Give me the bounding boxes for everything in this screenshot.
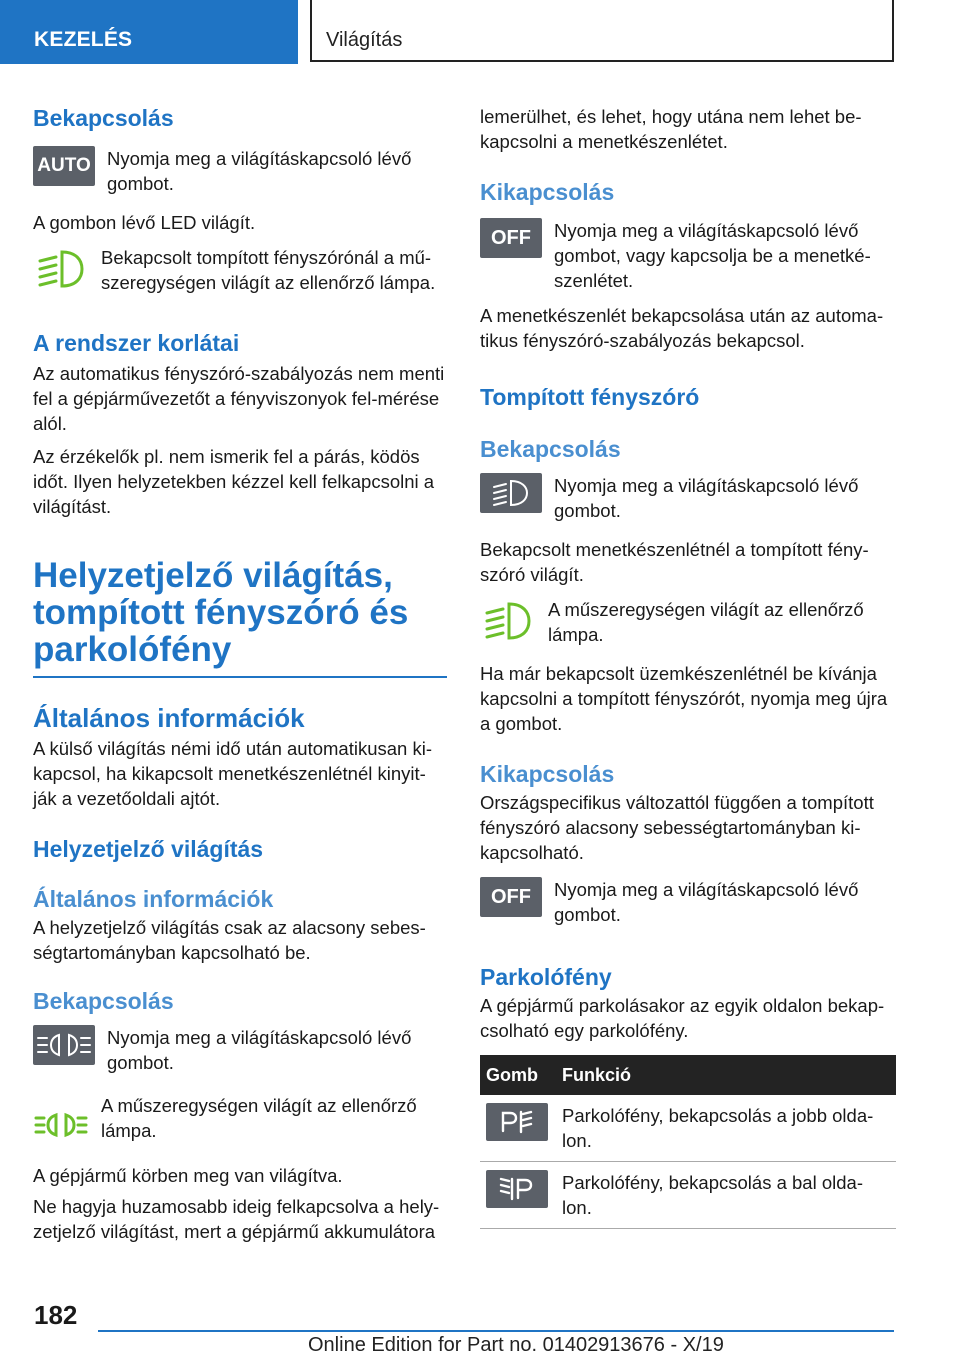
low-beam-lamp-icon-2: [480, 597, 536, 645]
subheading-tompitott-bekapcsolas: Bekapcsolás: [480, 436, 621, 462]
right-column: [480, 104, 896, 1229]
subheading-altalanos: Általános információk: [33, 886, 274, 912]
table-cell-key: [480, 1095, 556, 1162]
heading-tompitott: Tompított fényszóró: [480, 384, 700, 410]
table-cell-key: [480, 1162, 556, 1229]
heading-parkolofeny: Parkolófény: [480, 964, 612, 990]
left-column: [33, 104, 449, 1244]
table-row: [480, 1095, 896, 1162]
off-key-label-2: OFF: [491, 885, 531, 908]
subheading-bekapcsolas: Bekapcsolás: [33, 988, 174, 1014]
parking-light-table: [480, 1055, 896, 1229]
auto-key-label: AUTO: [37, 155, 91, 176]
low-beam-key-row: [480, 473, 896, 523]
heading-bekapcsolas: Bekapcsolás: [33, 105, 174, 131]
tompitott-p1: Bekapcsolt menetkészenlétnél a tompított fény-szóró világít.: [480, 539, 869, 585]
off-key-label: OFF: [491, 226, 531, 249]
lamp-text-3: A műszeregységen világít az ellenőrző lámpa.: [548, 599, 864, 645]
parking-left-key-icon: [486, 1170, 548, 1208]
heading-helyzetjelzo: Helyzetjelző világítás: [33, 836, 264, 862]
page-number: 182: [34, 1300, 78, 1330]
right-p0: lemerülhet, és lehet, hogy utána nem lehet be-kapcsolni a menetkészenlétet.: [480, 106, 862, 152]
low-beam-lamp-icon: [33, 245, 89, 293]
lamp-text-2: A műszeregységen világít az ellenőrző lámpa.: [101, 1095, 417, 1141]
section-tab: [310, 0, 894, 62]
table-header-row: [480, 1055, 896, 1095]
heading-korlatai: A rendszer korlátai: [33, 330, 240, 356]
table-cell-func: Parkolófény, bekapcsolás a jobb olda-lon.: [556, 1095, 896, 1162]
auto-key-icon: [33, 146, 95, 186]
parking-light-lamp-icon: [33, 1101, 89, 1149]
tompitott-p3: Országspecifikus változattól függően a tompított fényszóró alacsony sebességtartományban ki-kapcsolható.: [480, 792, 874, 863]
altalanos-p1: A külső világítás némi idő után automatikusan ki-kapcsol, ha kikapcsolt menetkészenlétnél kinyit-ják a vezetőoldali ajtót.: [33, 738, 432, 809]
table-row: [480, 1162, 896, 1229]
off-key-row: [480, 218, 896, 293]
lamp-text-1: Bekapcsolt tompított fényszórónál a mű-szeregységen világít az ellenőrző lámpa.: [101, 247, 436, 293]
parking-light-key-icon: [33, 1025, 95, 1065]
main-title: Helyzetjelző világítás, tompított fényszóró és parkolófény: [33, 557, 447, 678]
heading-altalanos: Általános információk: [33, 703, 305, 733]
kikapcsolas-p1: A menetkészenlét bekapcsolása után az automa-tikus fényszóró-szabályozás bekapcsol.: [480, 305, 884, 351]
off-key-text: Nyomja meg a világításkapcsoló lévő gombot, vagy kapcsolja be a menetké-szenlétet.: [554, 220, 871, 291]
korlatai-p2: Az érzékelők pl. nem ismerik fel a párás, ködös időt. Ilyen helyzetekben kézzel kell felkapcsolni a világítást.: [33, 446, 435, 517]
auto-key-text: Nyomja meg a világításkapcsoló lévő gombot.: [107, 148, 412, 194]
chapter-label: KEZELÉS: [34, 28, 133, 51]
helyzetjelzo-p3: Ne hagyja huzamosabb ideig felkapcsolva a hely-zetjelző világítást, mert a gépjármű akkumulátora: [33, 1196, 440, 1242]
table-header-funkcio: Funkció: [556, 1055, 896, 1095]
lamp-row-3: [480, 597, 896, 647]
edition-text: Online Edition for Part no. 01402913676 - X/19: [308, 1334, 724, 1356]
subheading-tompitott-kikapcsolas: Kikapcsolás: [480, 761, 615, 787]
footer-rule: [98, 1330, 894, 1332]
heading-kikapcsolas: Kikapcsolás: [480, 179, 615, 205]
parking-key-row: [33, 1025, 449, 1075]
helyzetjelzo-p2: A gépjármű körben meg van világítva.: [33, 1165, 343, 1186]
auto-key-row: [33, 146, 449, 196]
off-key-icon: [480, 218, 542, 258]
section-label: Világítás: [326, 29, 403, 51]
off-key-row-2: [480, 877, 896, 927]
low-beam-key-text: Nyomja meg a világításkapcsoló lévő gombot.: [554, 475, 859, 521]
helyzetjelzo-p1: A helyzetjelző világítás csak az alacsony sebes-ségtartományban kapcsolható be.: [33, 917, 426, 963]
led-text: A gombon lévő LED világít.: [33, 212, 256, 233]
parking-key-text: Nyomja meg a világításkapcsoló lévő gombot.: [107, 1027, 412, 1073]
tompitott-p2: Ha már bekapcsolt üzemkészenlétnél be kívánja kapcsolni a tompított fényszórót, nyomja meg újra a gombot.: [480, 663, 888, 734]
low-beam-key-icon: [480, 473, 542, 513]
table-header-gomb: Gomb: [480, 1055, 556, 1095]
chapter-tab: [0, 0, 298, 64]
parking-right-key-icon: [486, 1103, 548, 1141]
table-cell-func: Parkolófény, bekapcsolás a bal olda-lon.: [556, 1162, 896, 1229]
off-key-icon-2: [480, 877, 542, 917]
lamp-row-2: [33, 1093, 449, 1149]
parkolofeny-p1: A gépjármű parkolásakor az egyik oldalon bekap-csolható egy parkolófény.: [480, 995, 885, 1041]
lamp-row-1: [33, 245, 449, 295]
off-key-text-2: Nyomja meg a világításkapcsoló lévő gombot.: [554, 879, 859, 925]
korlatai-p1: Az automatikus fényszóró-szabályozás nem menti fel a gépjárművezetőt a fényviszonyok fel-mérése alól.: [33, 363, 445, 434]
